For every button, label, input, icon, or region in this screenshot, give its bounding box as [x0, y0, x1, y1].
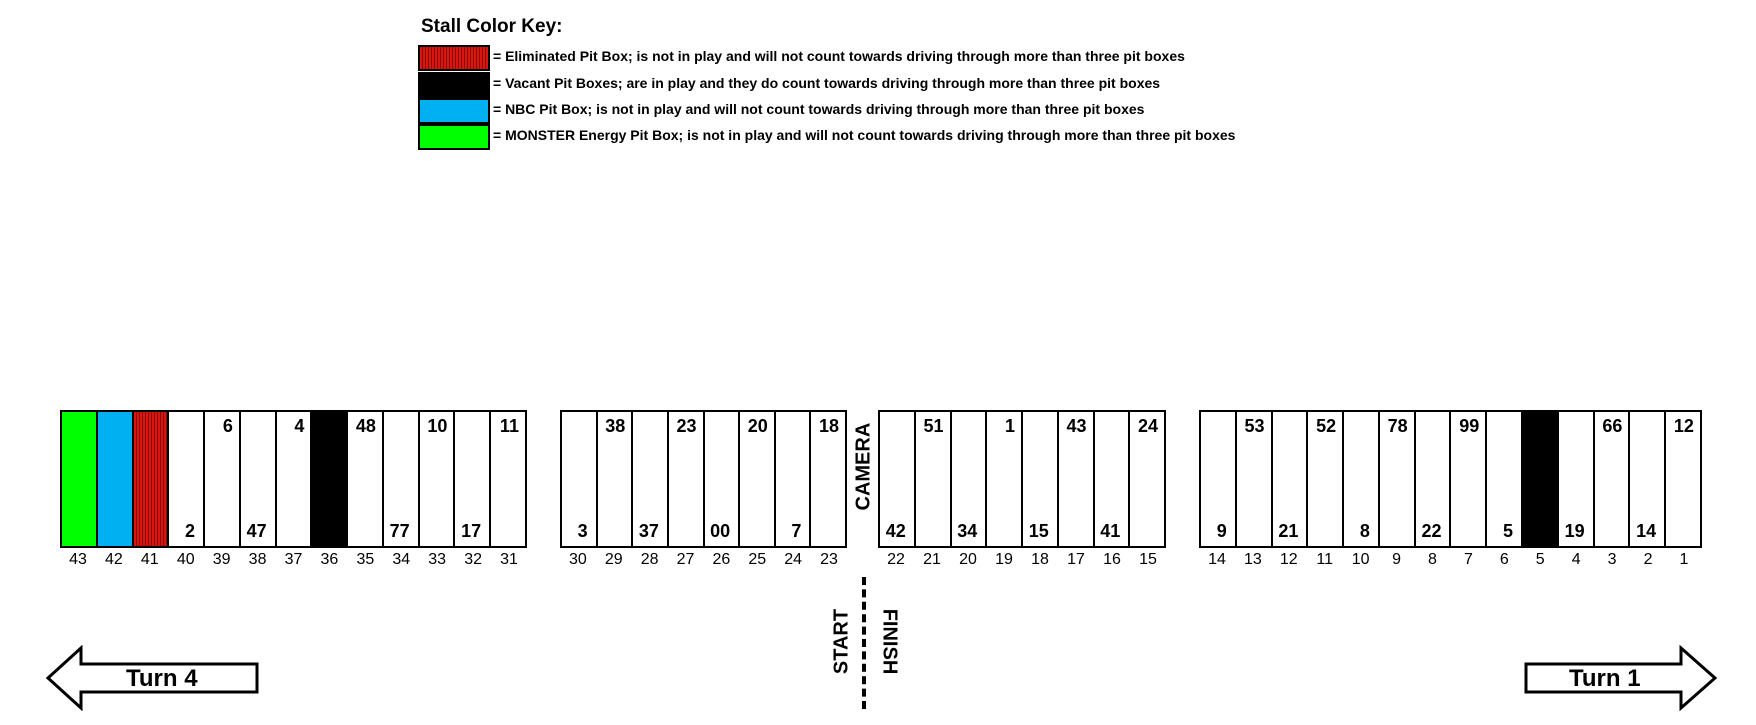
stall-number: 29 [604, 551, 623, 568]
car-number: 5 [1503, 521, 1514, 541]
car-number: 99 [1459, 416, 1480, 436]
pit-group-center-left [560, 410, 847, 548]
stall-number: 6 [1499, 551, 1509, 568]
pit-stall-1 [1664, 412, 1700, 546]
stall-numbers-turn4 [60, 551, 527, 573]
stall-number: 35 [356, 551, 375, 568]
car-number: 34 [957, 521, 978, 541]
car-number: 66 [1602, 416, 1623, 436]
car-number: 4 [294, 416, 305, 436]
stall-number: 15 [1139, 551, 1157, 568]
car-number: 9 [1216, 521, 1227, 541]
stall-number: 33 [428, 551, 447, 568]
pit-stall-28 [631, 412, 667, 546]
stall-number: 1 [1679, 551, 1689, 568]
key-text-vacant: = Vacant Pit Boxes; are in play and they do count towards driving through more than three pit boxes [493, 75, 1161, 91]
stall-number: 8 [1428, 551, 1437, 568]
key-title: Stall Color Key: [421, 16, 563, 37]
pit-stall-38 [239, 412, 275, 546]
pit-stall-7 [1449, 412, 1485, 546]
stall-number: 28 [640, 551, 659, 568]
stall-numbers-turn1 [1199, 551, 1702, 573]
stall-number: 32 [464, 551, 482, 568]
pit-stall-2 [1628, 412, 1664, 546]
pit-stall-26 [703, 412, 739, 546]
vacant-swatch [418, 72, 490, 98]
car-number: 6 [222, 416, 233, 436]
stall-number: 34 [392, 551, 411, 568]
car-number: 14 [1636, 521, 1657, 541]
stall-number: 21 [923, 551, 941, 568]
pit-stall-23 [809, 412, 845, 546]
pit-stall-25 [738, 412, 774, 546]
stall-number: 26 [712, 551, 731, 568]
car-number: 38 [605, 416, 626, 436]
stall-number: 25 [748, 551, 767, 568]
key-text-eliminated: = Eliminated Pit Box; is not in play and will not count towards driving through more than three pit boxes [493, 48, 1185, 64]
stall-number: 3 [1607, 551, 1617, 568]
stall-number: 20 [959, 551, 977, 568]
pit-stall-24 [774, 412, 810, 546]
stall-number: 5 [1535, 551, 1545, 568]
stall-number: 16 [1103, 551, 1121, 568]
car-number: 20 [747, 416, 768, 436]
stall-number: 17 [1067, 551, 1085, 568]
nbc-swatch [418, 98, 490, 124]
car-number: 37 [638, 521, 659, 541]
pit-stall-39 [203, 412, 239, 546]
car-number: 43 [1066, 416, 1087, 436]
eliminated-swatch [418, 45, 490, 71]
stall-number: 19 [995, 551, 1013, 568]
pit-stall-15 [1128, 412, 1164, 546]
car-number: 22 [1421, 521, 1442, 541]
stall-number: 38 [248, 551, 267, 568]
finish-label: FINISH [878, 608, 901, 675]
turn1-label: Turn 1 [1569, 665, 1641, 692]
stall-number: 10 [1351, 551, 1370, 568]
car-number: 24 [1137, 416, 1158, 436]
stall-number: 11 [1316, 551, 1334, 568]
stall-number: 13 [1243, 551, 1262, 568]
pit-stall-17 [1057, 412, 1093, 546]
pit-stall-16 [1093, 412, 1129, 546]
stall-number: 23 [820, 551, 838, 568]
car-number: 11 [499, 416, 519, 436]
car-number: 8 [1359, 521, 1370, 541]
key-text-nbc: = NBC Pit Box; is not in play and will not count towards driving through more than three pit boxes [493, 101, 1145, 117]
car-number: 12 [1673, 416, 1694, 436]
turn4-label: Turn 4 [126, 665, 198, 692]
car-number: 23 [676, 416, 697, 436]
pit-stall-18 [1021, 412, 1057, 546]
car-number: 53 [1244, 416, 1265, 436]
pit-stall-3 [1593, 412, 1629, 546]
car-number: 78 [1387, 416, 1408, 436]
stall-number: 42 [104, 551, 123, 568]
pit-group-center-right [878, 410, 1166, 548]
pit-stall-21 [914, 412, 950, 546]
stall-number: 27 [676, 551, 695, 568]
stall-number: 12 [1279, 551, 1298, 568]
pit-stall-37 [275, 412, 311, 546]
pit-stall-29 [596, 412, 632, 546]
pit-stall-19 [985, 412, 1021, 546]
car-number: 48 [355, 416, 376, 436]
stall-number: 14 [1208, 551, 1226, 568]
pit-stall-31 [489, 412, 525, 546]
car-number: 42 [885, 521, 906, 541]
car-number: 10 [427, 416, 448, 436]
pit-stall-27 [667, 412, 703, 546]
pit-stall-9 [1378, 412, 1414, 546]
pit-stall-6 [1485, 412, 1521, 546]
pit-stall-12 [1271, 412, 1307, 546]
key-text-monster: = MONSTER Energy Pit Box; is not in play and will not count towards driving through more than three pit boxes [493, 127, 1236, 143]
pit-stall-42 [96, 412, 132, 546]
pit-stall-40 [167, 412, 203, 546]
car-number: 41 [1100, 521, 1121, 541]
stall-number: 39 [212, 551, 231, 568]
car-number: 17 [461, 521, 482, 541]
pit-stall-32 [453, 412, 489, 546]
stall-number: 41 [140, 551, 159, 568]
car-number: 52 [1316, 416, 1337, 436]
car-number: 51 [923, 416, 944, 436]
pit-group-turn1 [1199, 410, 1702, 548]
stall-numbers-center-left [560, 551, 847, 573]
pit-stall-34 [382, 412, 418, 546]
pit-stall-13 [1235, 412, 1271, 546]
pit-stall-8 [1414, 412, 1450, 546]
stall-number: 24 [784, 551, 803, 568]
stall-number: 2 [1643, 551, 1653, 568]
car-number: 00 [710, 521, 731, 541]
stall-number: 37 [284, 551, 303, 568]
stall-number: 18 [1031, 551, 1049, 568]
car-number: 3 [577, 521, 588, 541]
stall-numbers-center-right [878, 551, 1166, 573]
car-number: 1 [1004, 416, 1015, 436]
stall-number: 43 [69, 551, 87, 568]
pit-stall-33 [418, 412, 454, 546]
pit-stall-5 [1521, 412, 1557, 546]
car-number: 7 [791, 521, 802, 541]
stall-number: 7 [1463, 551, 1473, 568]
pit-stall-35 [346, 412, 382, 546]
pit-stall-4 [1557, 412, 1593, 546]
car-number: 2 [185, 521, 196, 541]
pit-stall-30 [562, 412, 596, 546]
stall-number: 40 [176, 551, 195, 568]
car-number: 18 [818, 416, 839, 436]
car-number: 77 [389, 521, 410, 541]
start-finish-line [862, 577, 866, 709]
pit-stall-41 [132, 412, 168, 546]
car-number: 19 [1564, 521, 1585, 541]
stall-number: 22 [887, 551, 905, 568]
stall-number: 30 [569, 551, 587, 568]
stall-number: 4 [1571, 551, 1581, 568]
stall-number: 36 [320, 551, 339, 568]
car-number: 21 [1278, 521, 1299, 541]
camera-label: CAMERA [852, 422, 875, 511]
pit-stall-14 [1201, 412, 1235, 546]
car-number: 47 [246, 521, 267, 541]
pit-stall-20 [950, 412, 986, 546]
pit-group-turn4 [60, 410, 527, 548]
pit-stall-22 [880, 412, 914, 546]
pit-stall-43 [62, 412, 96, 546]
start-label: START [830, 608, 853, 675]
car-number: 15 [1028, 521, 1049, 541]
monster-swatch [418, 124, 490, 150]
pit-stall-11 [1306, 412, 1342, 546]
pit-stall-10 [1342, 412, 1378, 546]
stall-number: 9 [1392, 551, 1402, 568]
pit-stall-36 [310, 412, 346, 546]
stall-number: 31 [500, 551, 518, 568]
